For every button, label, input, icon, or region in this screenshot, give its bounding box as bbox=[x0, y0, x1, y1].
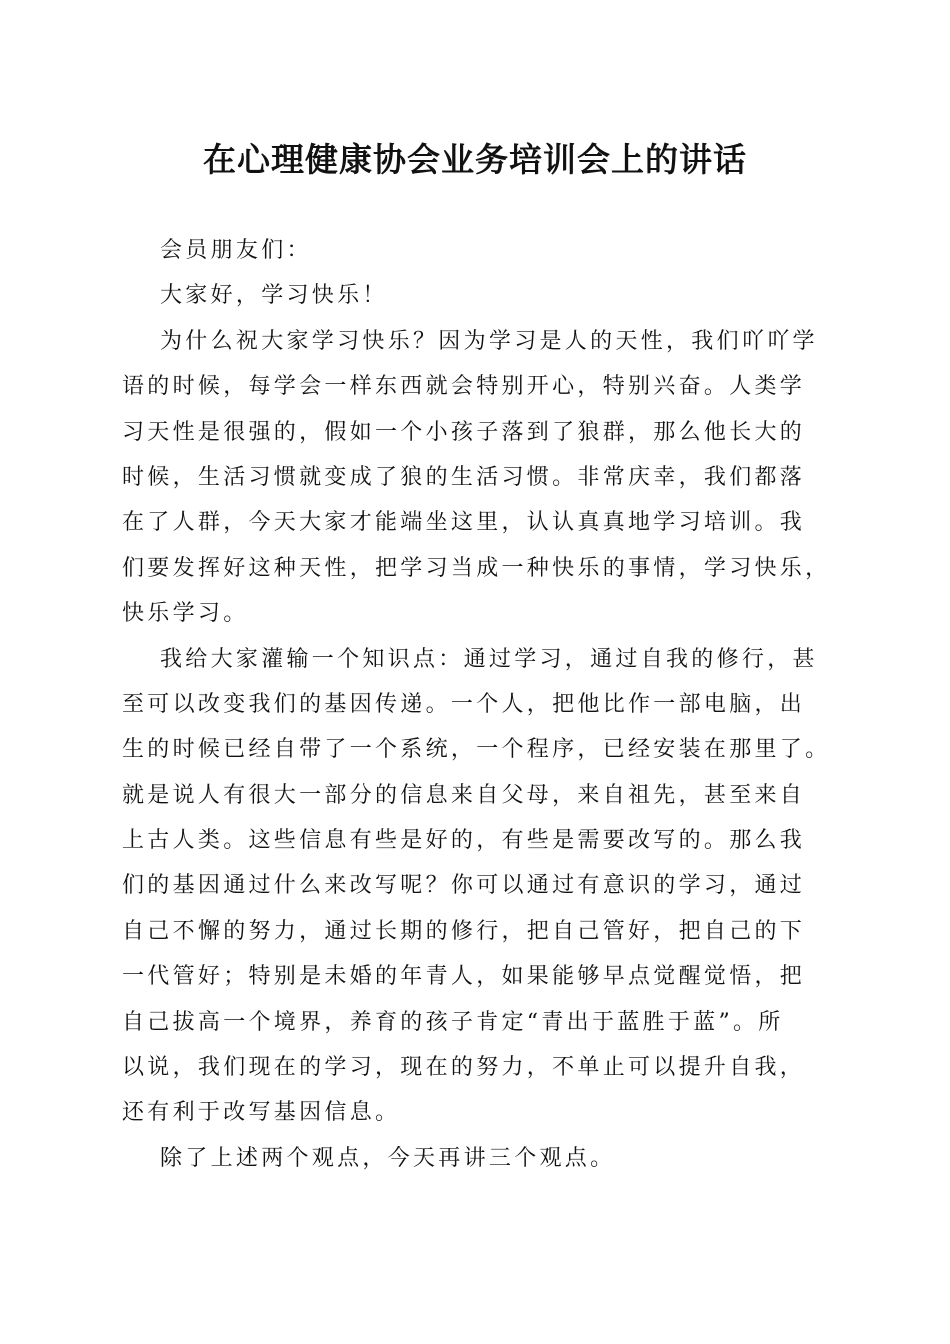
text-line: 大家好，学习快乐！ bbox=[160, 283, 388, 309]
text-line: 快乐学习。 bbox=[122, 601, 249, 627]
document-title: 在心理健康协会业务培训会上的讲话 bbox=[203, 140, 747, 179]
paragraph bbox=[122, 319, 842, 637]
text-line: 除了上述两个观点，今天再讲三个观点。 bbox=[160, 1145, 616, 1171]
paragraph bbox=[122, 637, 842, 1136]
text-line: 就是说人有很大一部分的信息来自父母，来自祖先，甚至来自 bbox=[122, 782, 806, 808]
paragraph bbox=[122, 228, 842, 273]
text-line: 自己不懈的努力，通过长期的修行，把自己管好，把自己的下 bbox=[122, 918, 806, 944]
text-line: 习天性是很强的，假如一个小孩子落到了狼群，那么他长大的 bbox=[122, 419, 806, 445]
paragraph bbox=[122, 273, 842, 318]
document-body bbox=[122, 228, 842, 1181]
text-line: 为什么祝大家学习快乐？因为学习是人的天性，我们吖吖学 bbox=[160, 328, 818, 354]
text-line: 以说，我们现在的学习，现在的努力，不单止可以提升自我， bbox=[122, 1055, 806, 1081]
text-line: 在了人群，今天大家才能端坐这里，认认真真地学习培训。我 bbox=[122, 510, 806, 536]
text-line: 语的时候，每学会一样东西就会特别开心，特别兴奋。人类学 bbox=[122, 374, 806, 400]
text-line: 们要发挥好这种天性，把学习当成一种快乐的事情，学习快乐， bbox=[122, 555, 831, 581]
text-line: 时候，生活习惯就变成了狼的生活习惯。非常庆幸，我们都落 bbox=[122, 464, 806, 490]
text-line: 我给大家灌输一个知识点：通过学习，通过自我的修行，甚 bbox=[160, 646, 818, 672]
text-line: 会员朋友们： bbox=[160, 238, 312, 263]
text-line: 自己拔高一个境界，养育的孩子肯定“青出于蓝胜于蓝”。所 bbox=[122, 1009, 784, 1035]
text-line: 们的基因通过什么来改写呢？你可以通过有意识的学习，通过 bbox=[122, 873, 806, 899]
text-line: 一代管好；特别是未婚的年青人，如果能够早点觉醒觉悟，把 bbox=[122, 964, 806, 990]
text-line: 至可以改变我们的基因传递。一个人，把他比作一部电脑，出 bbox=[122, 691, 806, 717]
text-line: 还有利于改写基因信息。 bbox=[122, 1100, 401, 1126]
paragraph bbox=[122, 1136, 842, 1181]
text-line: 上古人类。这些信息有些是好的，有些是需要改写的。那么我 bbox=[122, 828, 806, 854]
text-line: 生的时候已经自带了一个系统，一个程序，已经安装在那里了。 bbox=[122, 737, 831, 763]
